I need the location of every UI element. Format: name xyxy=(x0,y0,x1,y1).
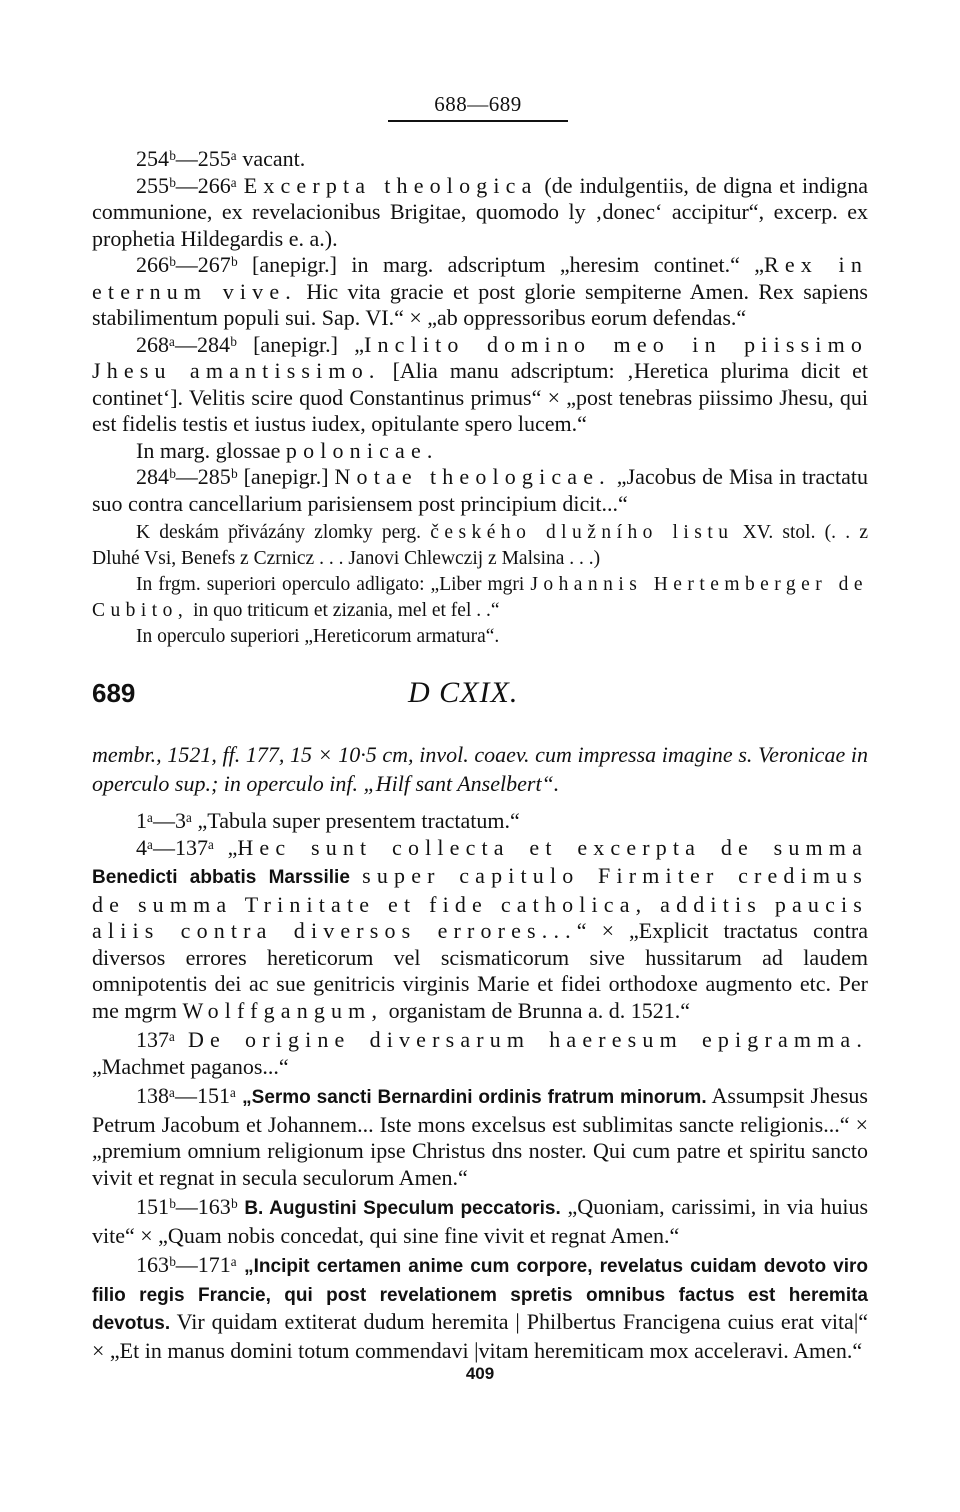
spaced-title: Notae theologicae. xyxy=(334,464,611,489)
text: Vir quidam extiterat dudum heremita | Philbertus Francigena cuius erat vita|“ × „Et in manus domini totum commendavi |vitam heremiticam mox acceleravi. Amen.“ xyxy=(92,1309,868,1363)
text: 268ᵃ—284ᵇ [anepigr.] „ xyxy=(136,331,364,357)
text: In marg. glossae xyxy=(136,437,286,463)
spaced-title: Rex in eternum vive. xyxy=(92,252,868,304)
running-header: 688—689 xyxy=(434,92,522,116)
catalog-body xyxy=(92,146,868,1364)
text: Assumpsit Jhesus Petrum Jacobum et Johannem... Iste mons excelsus est sublimitas sancte religionis...“ × „premium omnium religionum ipse Christus dns noster. Qui cum patre et spiritu sancto vivit et regnat in secula seculorum Amen.“ xyxy=(92,1083,868,1190)
text: 163ᵇ—171ᵃ xyxy=(136,1252,245,1277)
text: “ × „Explicit tractatus contra diversos errores hereticorum vel scismaticorum sive hussitarum ad laudem omnipotentis dei ac sue genitricis virginis Marie et fidei orthodoxe augmento etc. Per me mgrm xyxy=(92,918,868,1023)
text: „Jacobus de Misa in tractatu suo contra cancellarium parisiensem post principium dicit...“ xyxy=(92,464,868,516)
manuscript-signature: D CXIX. xyxy=(408,676,519,709)
text: 1ᵃ—3ᵃ „Tabula super presentem tractatum.“ xyxy=(136,808,520,833)
spaced-title: super capitulo Firmiter credimus de summa Trinitate et fide catholica, additis paucis aliis contra diversos errores... xyxy=(92,863,868,943)
text: 137ᵃ xyxy=(136,1027,188,1052)
text: 254ᵇ—255ᵃ vacant. xyxy=(136,146,306,171)
entry-688-line-2 xyxy=(92,173,868,253)
entry-689-item-1 xyxy=(92,808,868,835)
spaced-name: Johannis Hertemberger de Cubito, xyxy=(92,574,868,621)
bold-author: Benedicti abbatis Marssilie xyxy=(92,867,363,888)
text: 151ᵇ—163ᵇ xyxy=(136,1194,245,1219)
text: 138ᵃ—151ᵃ xyxy=(136,1083,243,1108)
bold-title: „Incipit certamen anime cum corpore, revelatus cuidam devoto viro filio regis Francie, qui post revelationem spretis omnibus factus est heremita devotus. xyxy=(92,1256,868,1334)
entry-688-line-7 xyxy=(92,520,868,572)
text: „Quoniam, carissimi, in via huius vite“ × „Quam nobis concedat, qui sine fine vivit et regnat Amen.“ xyxy=(92,1194,869,1248)
spaced-title: Inclito domino meo in piissimo Jhesu amantissimo. xyxy=(92,331,869,383)
text: in quo triticum et zizania, mel et fel . .“ xyxy=(188,600,500,621)
spaced-title: De origine diversarum haeresum epigramma. xyxy=(187,1027,869,1052)
manuscript-heading xyxy=(92,678,868,718)
spaced-name: Wolffgangum, xyxy=(182,997,384,1023)
spaced-title: Excerpta theologica xyxy=(243,172,538,198)
manuscript-description: membr., 1521, ff. 177, 15 × 10·5 cm, invol. coaev. cum impressa imagine s. Veronicae in operculo sup.; in operculo inf. „Hilf sant Anselbert“. xyxy=(92,742,868,796)
text: Hic vita gracie et post glorie sempiterne Amen. Rex sapiens stabilimentum populi sui. Sap. VI.“ × „ab oppressoribus eorum defendas.“ xyxy=(92,278,868,330)
spaced-title: polonicae. xyxy=(285,437,439,463)
entry-689-item-3 xyxy=(92,1027,868,1080)
text: 284ᵇ—285ᵇ [anepigr.] xyxy=(136,464,335,489)
entry-689-item-5 xyxy=(92,1194,868,1249)
entry-688-line-1 xyxy=(92,146,868,173)
text: 4ᵃ—137ᵃ „ xyxy=(136,834,238,860)
entry-689-item-6 xyxy=(92,1252,868,1364)
spaced-title: českého dlužního listu xyxy=(430,522,734,543)
text: 266ᵇ—267ᵇ [anepigr.] in marg. adscriptum „heresim continet.“ „ xyxy=(136,252,765,277)
header-rule xyxy=(388,120,568,122)
entry-688-line-6 xyxy=(92,464,868,517)
text: K deskám přivázány zlomky perg. xyxy=(136,522,431,543)
entry-688-line-4 xyxy=(92,332,868,438)
entry-688-line-8 xyxy=(92,572,868,624)
text: XV. stol. (. . z Dluhé Vsi, Benefs z Czrnicz . . . Janovi Chlewczij z Malsina . . .) xyxy=(92,522,868,569)
entry-688-line-9 xyxy=(92,624,868,650)
entry-688-line-5 xyxy=(92,438,868,465)
text: 255ᵇ—266ᵃ xyxy=(136,172,244,198)
text: „Machmet paganos...“ xyxy=(92,1053,289,1079)
text: (de indulgentiis, de digna et indigna communione, ex revelacionibus Brigitae, quomodo ly ‚donec‘ accipitur“, excerp. ex prophetia Hildegardis e. a.). xyxy=(92,172,868,251)
text: In operculo superiori „Hereticorum armatura“. xyxy=(136,626,500,647)
text: organistam de Brunna a. d. 1521.“ xyxy=(383,997,691,1023)
entry-689-item-2 xyxy=(92,835,868,1025)
entry-689-item-4 xyxy=(92,1083,868,1191)
entry-688-line-3 xyxy=(92,252,868,332)
spaced-title: Hec sunt collecta et excerpta de summa xyxy=(237,834,868,860)
text: In frgm. superiori operculo adligato: „Liber mgri xyxy=(136,574,531,595)
bold-title: „Sermo sancti Bernardini ordinis fratrum minorum. xyxy=(242,1087,707,1108)
bold-title: B. Augustini Speculum peccatoris. xyxy=(244,1198,561,1219)
text: [Alia manu adscriptum: ‚Heretica plurima dicit et continet‘]. Velitis scire quod Constantinus primus“ × „post tenebras piissimo Jhesu, qui est fidelis testis et iustus iudex, opitulante spero lucem.“ xyxy=(92,358,868,436)
manuscript-number: 689 xyxy=(92,678,136,708)
page-number: 409 xyxy=(465,1364,495,1383)
